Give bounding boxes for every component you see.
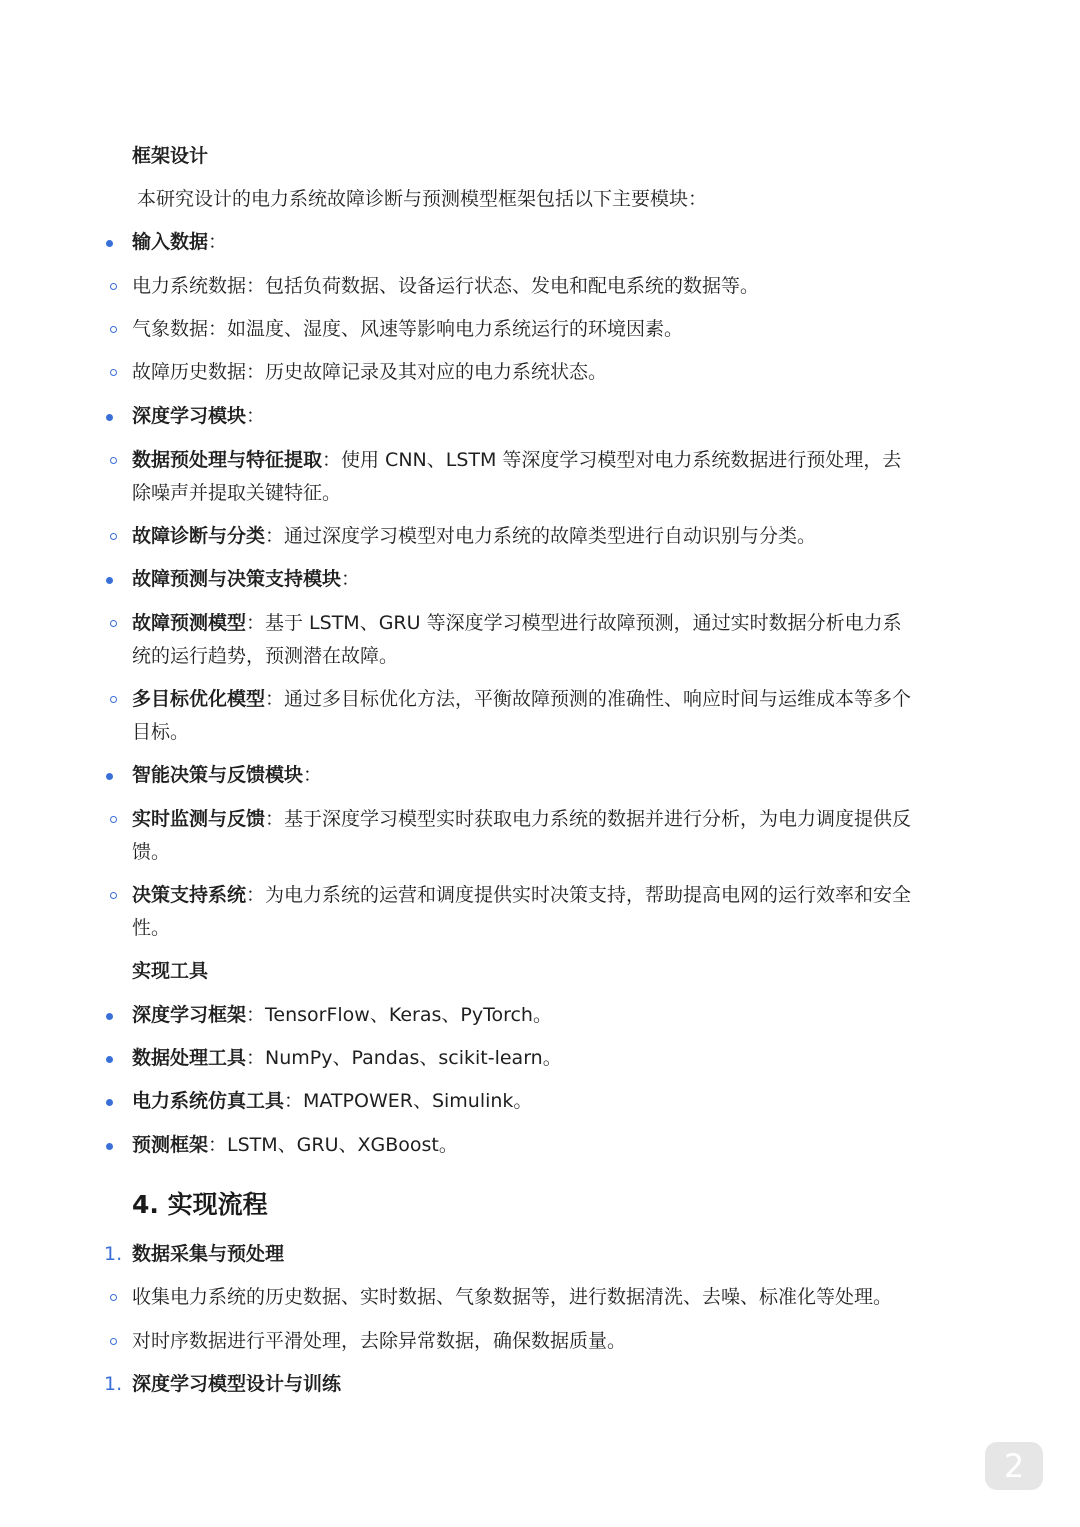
smart-decision-label: 智能决策与反馈模块 — [132, 764, 304, 786]
pred-item-2 — [132, 683, 962, 716]
process-heading: 4. 实现流程 — [132, 1190, 268, 1219]
smart-item-2-text: ：为电力系统的运营和调度提供实时决策支持，帮助提高电网的运行效率和安全 — [246, 884, 912, 906]
dl-item-2-text: ：通过深度学习模型对电力系统的故障类型进行自动识别与分类。 — [265, 525, 817, 547]
tool-item-4-text: ：LSTM、GRU、XGBoost。 — [208, 1134, 458, 1156]
tool-item-2 — [132, 1042, 962, 1075]
deep-learning-title — [132, 400, 962, 433]
pred-item-2-text: ：通过多目标优化方法，平衡故障预测的准确性、响应时间与运维成本等多个 — [265, 688, 912, 710]
sub-bullet-circle — [110, 620, 117, 627]
dl-item-2-label: 故障诊断与分类 — [132, 525, 266, 547]
sub-bullet-circle — [110, 816, 117, 823]
input-data-item-3: 故障历史数据：历史故障记录及其对应的电力系统状态。 — [132, 361, 608, 383]
step-1-number: 1. — [104, 1243, 123, 1265]
framework-heading: 框架设计 — [132, 145, 209, 167]
framework-intro: 本研究设计的电力系统故障诊断与预测模型框架包括以下主要模块： — [137, 188, 708, 210]
step-1-title: 数据采集与预处理 — [132, 1243, 285, 1265]
tool-item-1-text: ：TensorFlow、Keras、PyTorch。 — [246, 1004, 552, 1026]
pred-item-1 — [132, 607, 962, 640]
tool-item-1-label: 深度学习框架 — [132, 1004, 247, 1026]
dl-item-1-cont: 除噪声并提取关键特征。 — [132, 482, 342, 504]
step-2-title: 深度学习模型设计与训练 — [132, 1373, 342, 1395]
smart-item-1-label: 实时监测与反馈 — [132, 808, 266, 830]
sub-bullet-circle — [110, 1338, 117, 1345]
dl-item-2 — [132, 520, 962, 553]
sub-bullet-circle — [110, 1294, 117, 1301]
prediction-title — [132, 563, 962, 596]
dl-item-1 — [132, 444, 962, 477]
bullet-dot — [106, 1013, 113, 1020]
step-1-item-2: 对时序数据进行平滑处理，去除异常数据，确保数据质量。 — [132, 1330, 627, 1352]
prediction-label: 故障预测与决策支持模块 — [132, 568, 342, 590]
tool-item-3 — [132, 1085, 962, 1118]
tools-heading: 实现工具 — [132, 960, 209, 982]
input-data-colon: ： — [208, 231, 228, 253]
sub-bullet-circle — [110, 326, 117, 333]
tool-item-4 — [132, 1129, 962, 1162]
bullet-dot — [106, 240, 113, 247]
sub-bullet-circle — [110, 369, 117, 376]
tool-item-2-text: ：NumPy、Pandas、scikit-learn。 — [246, 1047, 562, 1069]
smart-item-2-cont: 性。 — [132, 917, 171, 939]
sub-bullet-circle — [110, 457, 117, 464]
smart-decision-title — [132, 759, 962, 792]
smart-item-1-text: ：基于深度学习模型实时获取电力系统的数据并进行分析，为电力调度提供反 — [265, 808, 912, 830]
sub-bullet-circle — [110, 696, 117, 703]
input-data-item-2: 气象数据：如温度、湿度、风速等影响电力系统运行的环境因素。 — [132, 318, 684, 340]
sub-bullet-circle — [110, 533, 117, 540]
dl-item-1-text: ：使用 CNN、LSTM 等深度学习模型对电力系统数据进行预处理，去 — [322, 449, 902, 471]
pred-item-1-text: ：基于 LSTM、GRU 等深度学习模型进行故障预测，通过实时数据分析电力系 — [246, 612, 902, 634]
bullet-dot — [106, 414, 113, 421]
pred-item-2-cont: 目标。 — [132, 721, 190, 743]
tool-item-3-label: 电力系统仿真工具 — [132, 1090, 285, 1112]
bullet-dot — [106, 1143, 113, 1150]
smart-decision-colon: ： — [303, 764, 323, 786]
dl-item-1-label: 数据预处理与特征提取 — [132, 449, 323, 471]
tool-item-4-label: 预测框架 — [132, 1134, 209, 1156]
deep-learning-colon: ： — [246, 405, 266, 427]
pred-item-1-label: 故障预测模型 — [132, 612, 247, 634]
pred-item-1-cont: 统的运行趋势，预测潜在故障。 — [132, 645, 399, 667]
step-1-item-1: 收集电力系统的历史数据、实时数据、气象数据等，进行数据清洗、去噪、标准化等处理。 — [132, 1286, 893, 1308]
input-data-item-1: 电力系统数据：包括负荷数据、设备运行状态、发电和配电系统的数据等。 — [132, 275, 760, 297]
smart-item-2 — [132, 879, 962, 912]
tool-item-2-label: 数据处理工具 — [132, 1047, 247, 1069]
tool-item-3-text: ：MATPOWER、Simulink。 — [284, 1090, 533, 1112]
deep-learning-label: 深度学习模块 — [132, 405, 247, 427]
prediction-colon: ： — [341, 568, 361, 590]
smart-item-1-cont: 馈。 — [132, 841, 171, 863]
smart-item-2-label: 决策支持系统 — [132, 884, 247, 906]
pred-item-2-label: 多目标优化模型 — [132, 688, 266, 710]
bullet-dot — [106, 1099, 113, 1106]
sub-bullet-circle — [110, 892, 117, 899]
sub-bullet-circle — [110, 283, 117, 290]
page-number-badge: 2 — [985, 1442, 1043, 1490]
bullet-dot — [106, 577, 113, 584]
bullet-dot — [106, 773, 113, 780]
step-2-number: 1. — [104, 1373, 123, 1395]
tool-item-1 — [132, 999, 962, 1032]
input-data-title — [132, 226, 962, 259]
input-data-label: 输入数据 — [132, 231, 209, 253]
smart-item-1 — [132, 803, 962, 836]
bullet-dot — [106, 1056, 113, 1063]
